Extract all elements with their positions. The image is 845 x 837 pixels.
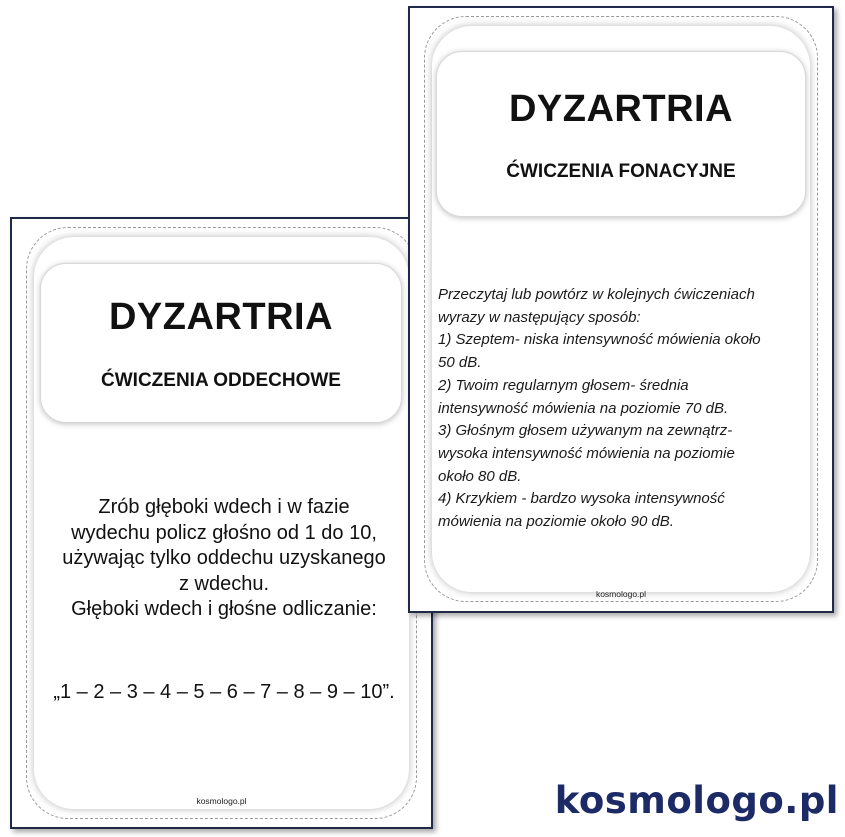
instruction-line: 4) Krzykiem - bardzo wysoka intensywność [438, 490, 725, 508]
card-subtitle: ĆWICZENIA FONACYJNE [506, 161, 736, 182]
title-box [40, 263, 402, 423]
instruction-line: około 80 dB. [438, 467, 522, 485]
instruction-line: Zrób głęboki wdech i w fazie [98, 496, 350, 518]
card-instructions [38, 495, 410, 623]
instruction-line: Przeczytaj lub powtórz w kolejnych ćwiczeniach [438, 286, 755, 303]
card-title: DYZARTRIA [108, 296, 334, 338]
instruction-line: wysoka intensywność mówienia na poziomie [438, 444, 735, 462]
instruction-line: z wdechu. [178, 572, 270, 595]
exercise-card-phonation [408, 6, 834, 613]
instruction-line: 50 dB. [438, 354, 482, 372]
card-subtitle: ĆWICZENIA ODDECHOWE [101, 370, 341, 391]
card-footer: kosmologo.pl [196, 796, 247, 806]
instruction-line: 2) Twoim regularnym głosem- średnia [438, 376, 689, 394]
card-instructions [438, 284, 810, 534]
instruction-line: wydechu policz głośno od 1 do 10, [71, 521, 377, 544]
counting-sequence: „1 – 2 – 3 – 4 – 5 – 6 – 7 – 8 – 9 – 10”. [53, 681, 395, 703]
exercise-card-breathing [10, 217, 433, 829]
instruction-line: wyrazy w następujący sposób: [438, 308, 641, 326]
instruction-line: używając tylko oddechu uzyskanego [62, 547, 386, 569]
card-title: DYZARTRIA [508, 88, 734, 130]
title-box [436, 51, 806, 217]
instruction-line: intensywność mówienia na poziomie 70 dB. [438, 399, 729, 417]
instruction-line: 3) Głośnym głosem używanym na zewnątrz- [438, 422, 733, 440]
card-footer: kosmologo.pl [595, 589, 647, 599]
site-watermark: kosmologo.pl [554, 779, 839, 822]
instruction-line: mówienia na poziomie około 90 dB. [438, 513, 674, 531]
instruction-line: Głęboki wdech i głośne odliczanie: [71, 598, 377, 620]
instruction-line: 1) Szeptem- niska intensywność mówienia około [438, 331, 761, 349]
